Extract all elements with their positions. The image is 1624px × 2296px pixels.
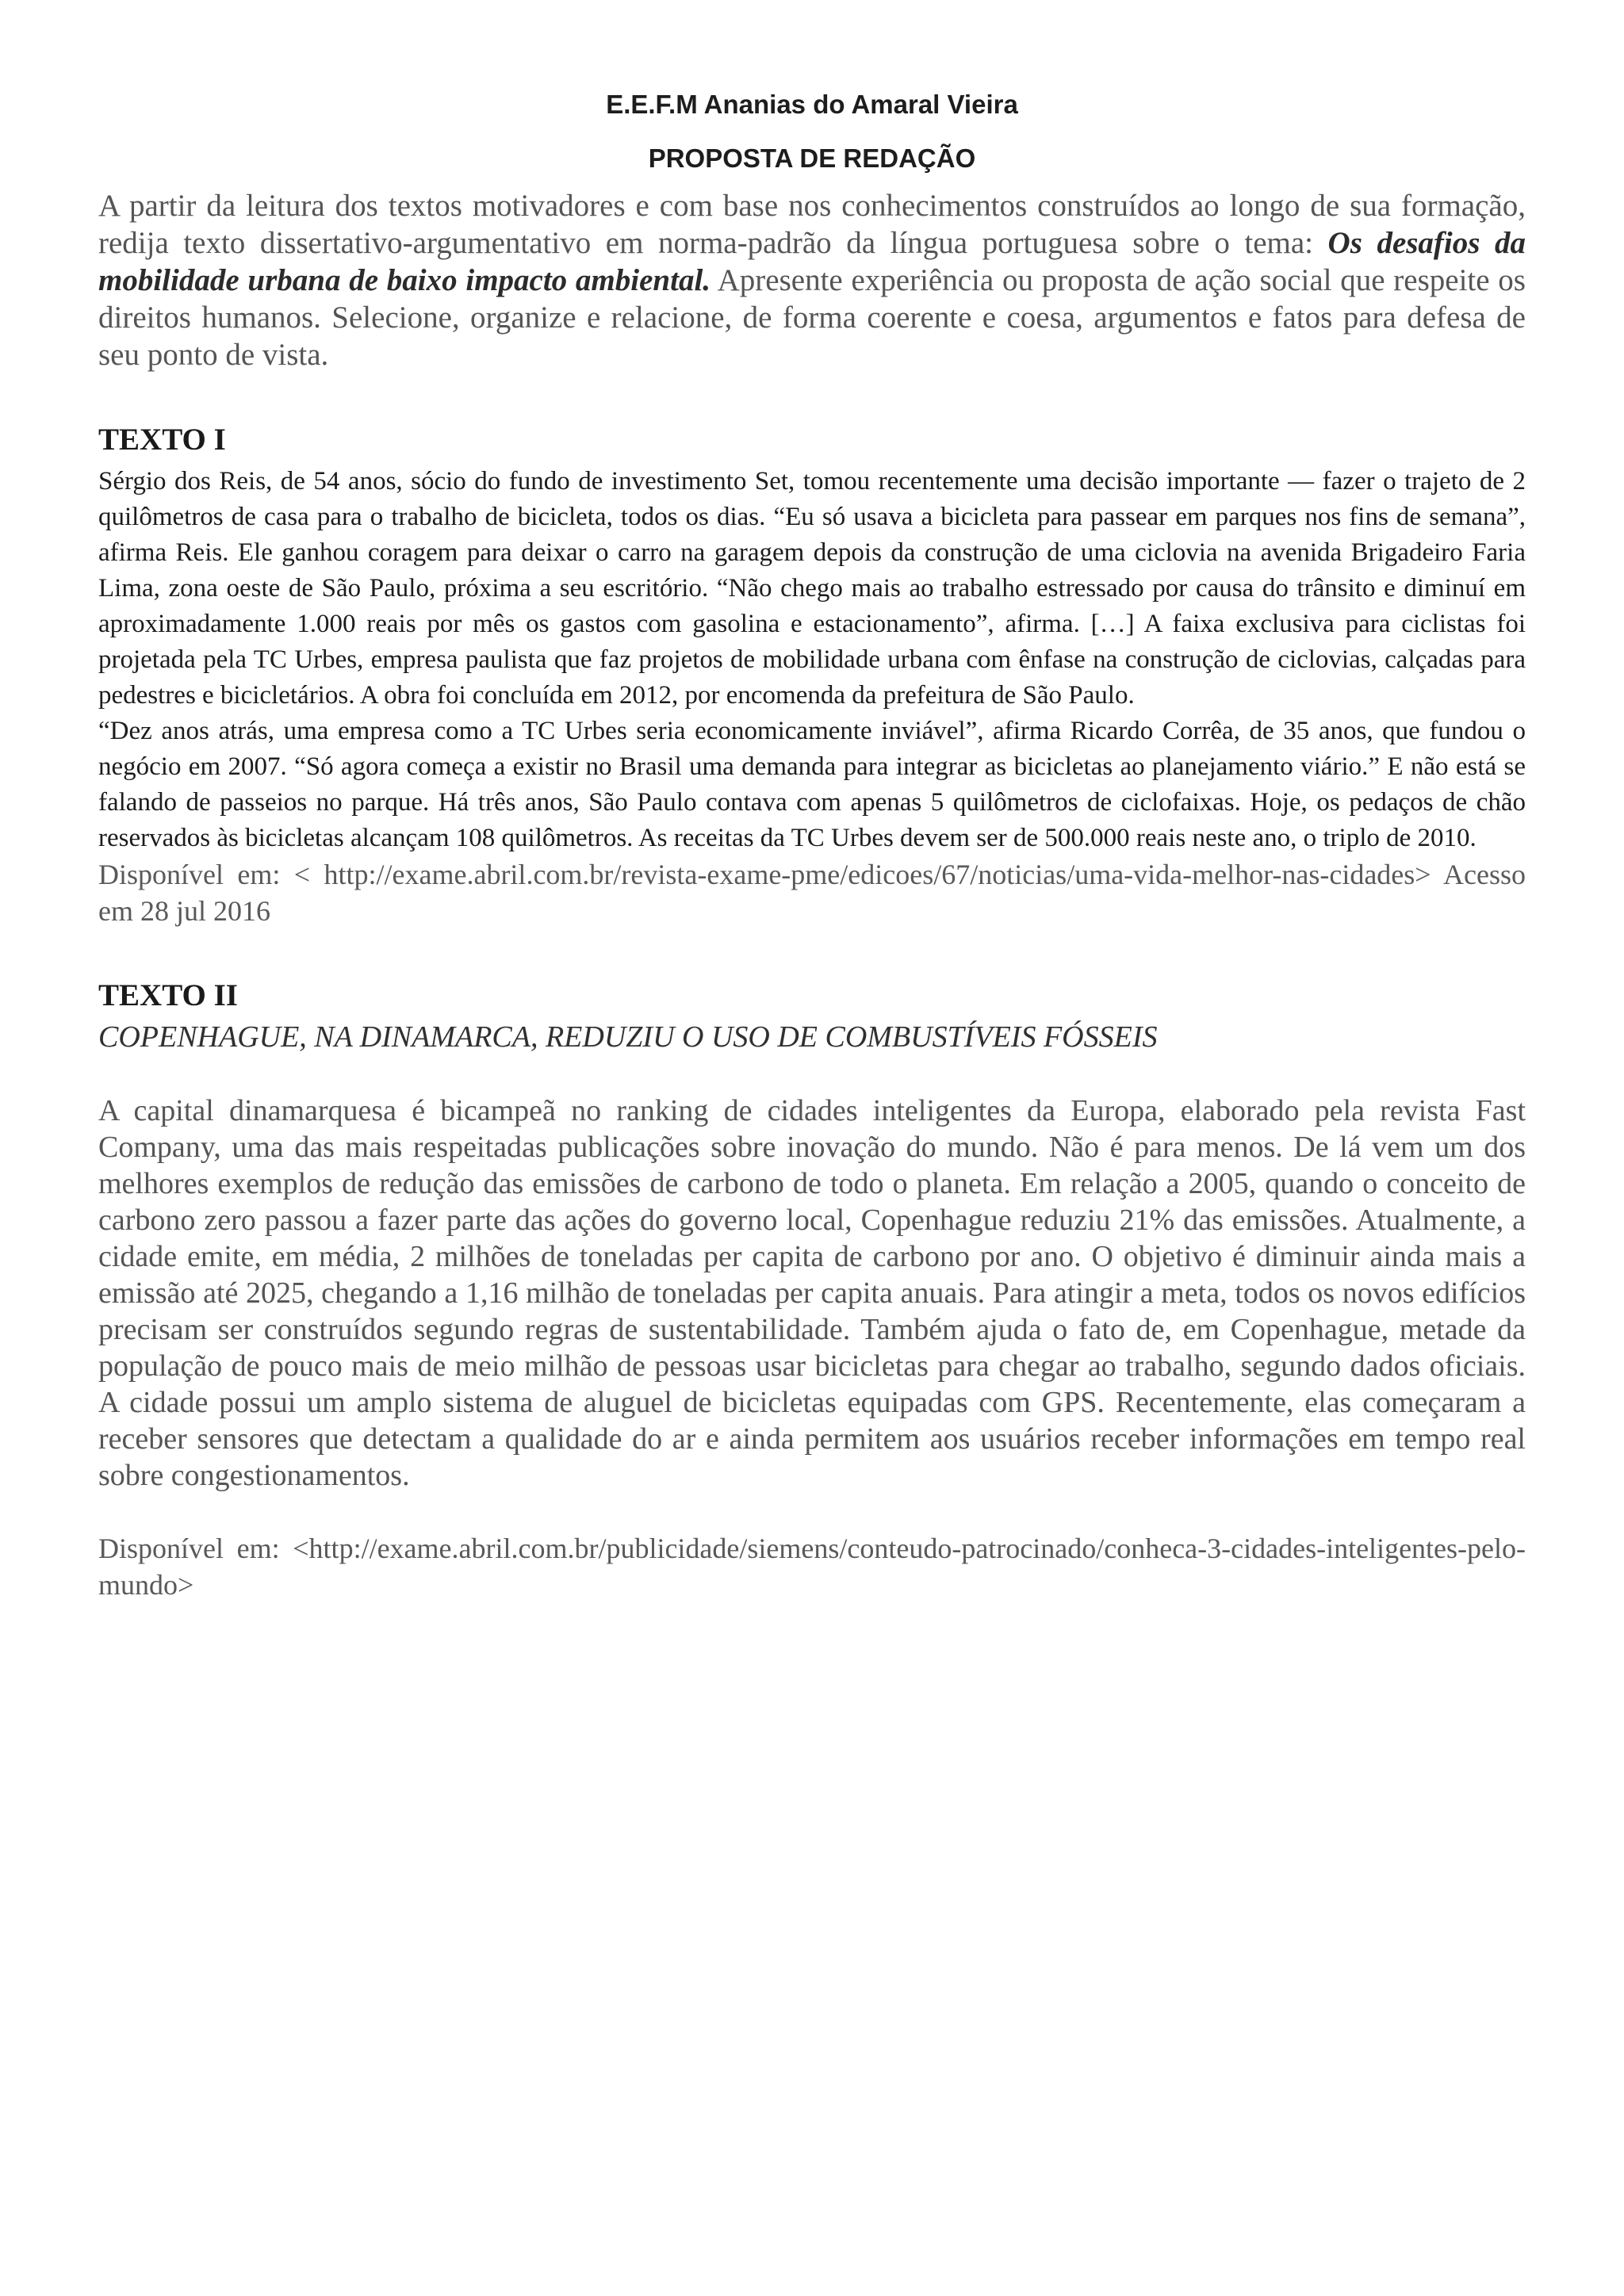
prompt-text-start: A partir da leitura dos textos motivadores e com base nos conhecimentos construídos ao longo de sua formação, redija texto dissertativo-argumentativo em norma-padrão da língua portuguesa sobre o tema: [98, 189, 1526, 260]
texto-1-source: Disponível em: < http://exame.abril.com.br/revista-exame-pme/edicoes/67/noticias/uma-vida-melhor-nas-cidades> Acesso em 28 jul 2016 [98, 859, 1526, 927]
texto-2-body: A capital dinamarquesa é bicampeã no ranking de cidades inteligentes da Europa, elaborado pela revista Fast Company, uma das mais respeitadas publicações sobre inovação do mundo. Não é para menos. De lá vem um dos melhores exemplos de redução das emissões de carbono de todo o planeta. Em relação a 2005, quando o conceito de carbono zero passou a fazer parte das ações do governo local, Copenhague reduziu 21% das emissões. Atualmente, a cidade emite, em média, 2 milhões de toneladas per capita de carbono por ano. O objetivo é diminuir ainda mais a emissão até 2025, chegando a 1,16 milhão de toneladas per capita anuais. Para atingir a meta, todos os novos edifícios precisam ser construídos segundo regras de sustentabilidade. Também ajuda o fato de, em Copenhague, metade da população de pouco mais de meio milhão de pessoas usar bicicletas para chegar ao trabalho, segundo dados oficiais. A cidade possui um amplo sistema de aluguel de bicicletas equipadas com GPS. Recentemente, elas começaram a receber sensores que detectam a qualidade do ar e ainda permitem aos usuários receber informações em tempo real sobre congestionamentos. [98, 1094, 1526, 1492]
page-title: PROPOSTA DE REDAÇÃO [648, 144, 976, 173]
essay-prompt [98, 187, 1526, 373]
texto-1-title: TEXTO I [98, 423, 226, 457]
texto-1-paragraph-2: “Dez anos atrás, uma empresa como a TC Urbes seria economicamente inviável”, afirma Ricardo Corrêa, de 35 anos, que fundou o negócio em 2007. “Só agora começa a existir no Brasil uma demanda para integrar as bicicletas ao planejamento viário.” E não está se falando de passeios no parque. Há três anos, São Paulo contava com apenas 5 quilômetros de ciclofaixas. Hoje, os pedaços de chão reservados às bicicletas alcançam 108 quilômetros. As receitas da TC Urbes devem ser de 500.000 reais neste ano, o triplo de 2010. [98, 717, 1526, 852]
texto-2-source: Disponível em: <http://exame.abril.com.br/publicidade/siemens/conteudo-patrocinado/conheca-3-cidades-inteligentes-pelo-mundo> [98, 1533, 1526, 1601]
essay-theme: Os desafios da mobilidade urbana de baixo impacto ambiental. [98, 226, 1526, 297]
document-page [98, 89, 1526, 1603]
texto-1-body [98, 464, 1526, 856]
school-name: E.E.F.M Ananias do Amaral Vieira [606, 90, 1018, 119]
texto-1-paragraph-1: Sérgio dos Reis, de 54 anos, sócio do fundo de investimento Set, tomou recentemente uma decisão importante — fazer o trajeto de 2 quilômetros de casa para o trabalho de bicicleta, todos os dias. “Eu só usava a bicicleta para passear em parques nos fins de semana”, afirma Reis. Ele ganhou coragem para deixar o carro na garagem depois da construção de uma ciclovia na avenida Brigadeiro Faria Lima, zona oeste de São Paulo, próxima a seu escritório. “Não chego mais ao trabalho estressado por causa do trânsito e diminuí em aproximadamente 1.000 reais por mês os gastos com gasolina e estacionamento”, afirma. […] A faixa exclusiva para ciclistas foi projetada pela TC Urbes, empresa paulista que faz projetos de mobilidade urbana com ênfase na construção de ciclovias, calçadas para pedestres e bicicletários. A obra foi concluída em 2012, por encomenda da prefeitura de São Paulo. [98, 467, 1526, 710]
prompt-text-end: Apresente experiência ou proposta de ação social que respeite os direitos humanos. Selecione, organize e relacione, de forma coerente e coesa, argumentos e fatos para defesa de seu ponto de vista. [98, 263, 1526, 372]
texto-2-title: TEXTO II [98, 978, 238, 1012]
texto-2-subtitle: COPENHAGUE, NA DINAMARCA, REDUZIU O USO DE COMBUSTÍVEIS FÓSSEIS [98, 1020, 1158, 1054]
